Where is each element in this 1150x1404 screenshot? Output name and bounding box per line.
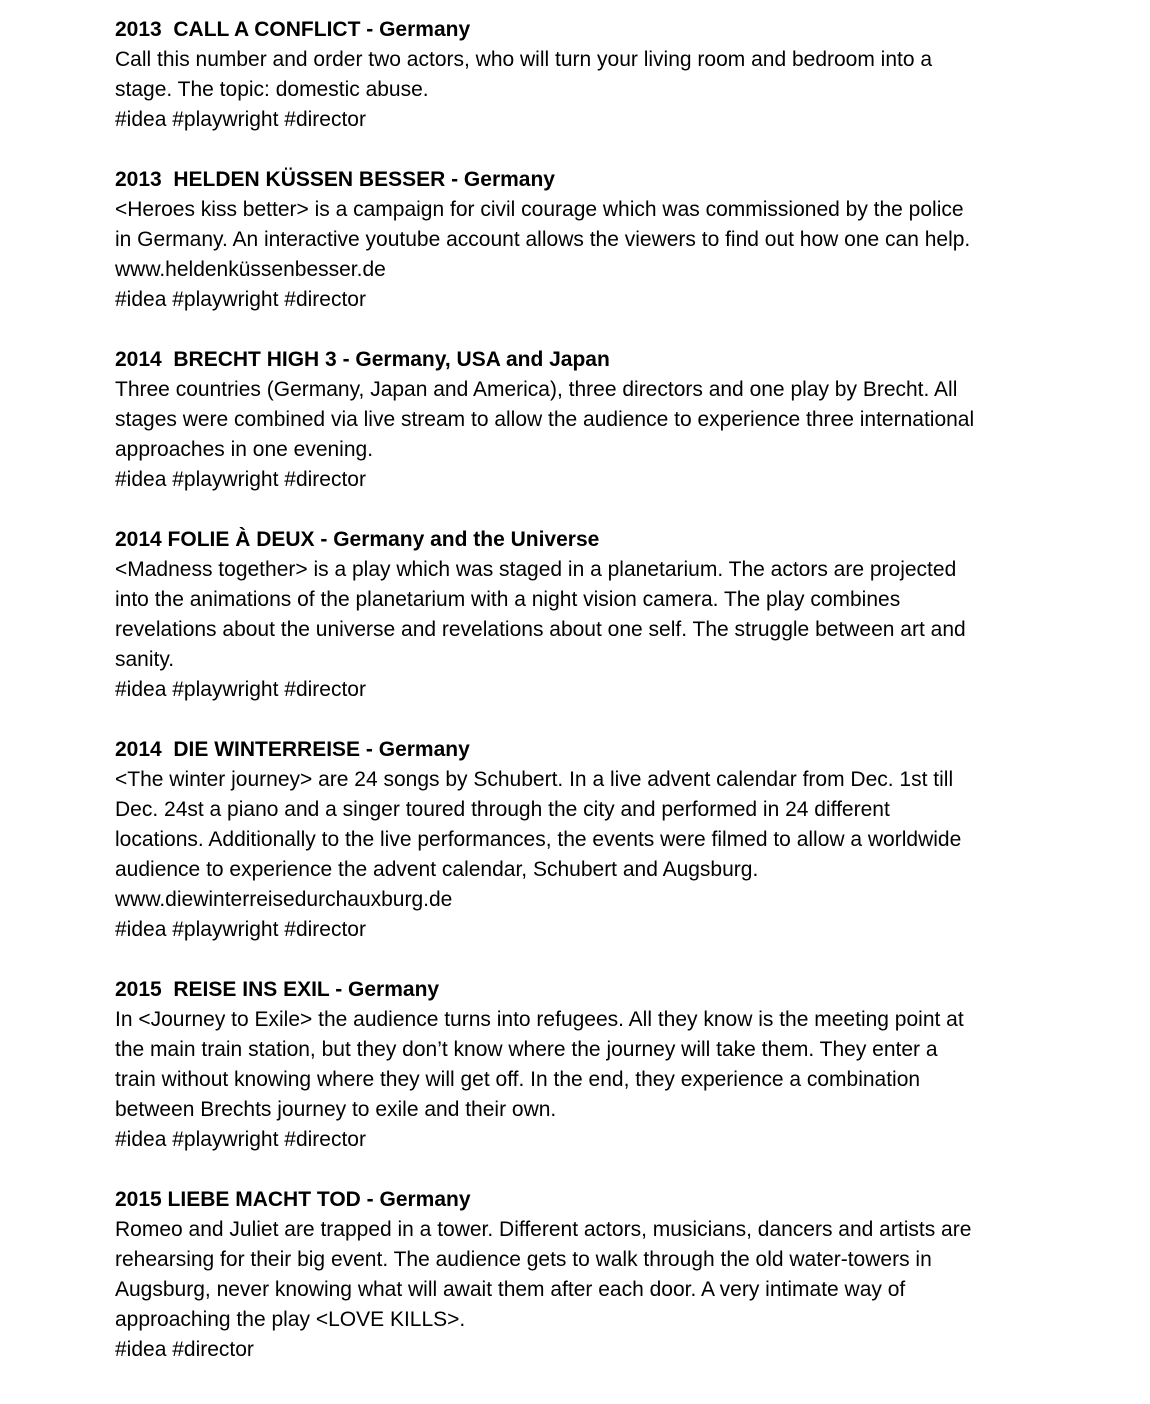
tags-line: #idea #playwright #director: [115, 678, 366, 701]
description-line: Romeo and Juliet are trapped in a tower. Different actors, musicians, dancers and artists are: [115, 1218, 972, 1241]
project-heading: 2014 BRECHT HIGH 3 - Germany, USA and Japan: [115, 348, 610, 371]
description-line: stage. The topic: domestic abuse.: [115, 78, 429, 101]
description-line: train without knowing where they will get off. In the end, they experience a combination: [115, 1068, 921, 1091]
tags-line: #idea #director: [115, 1338, 254, 1361]
project-entry-die-winterreise: [115, 735, 1030, 945]
description-line: rehearsing for their big event. The audience gets to walk through the old water-towers in: [115, 1248, 932, 1271]
description-line: stages were combined via live stream to allow the audience to experience three international: [115, 408, 975, 431]
description-line: audience to experience the advent calendar, Schubert and Augsburg.: [115, 858, 759, 881]
description-line: <Heroes kiss better> is a campaign for civil courage which was commissioned by the police: [115, 198, 964, 221]
tags-line: #idea #playwright #director: [115, 108, 366, 131]
description-line: <Madness together> is a play which was staged in a planetarium. The actors are projected: [115, 558, 957, 581]
description-line: <The winter journey> are 24 songs by Schubert. In a live advent calendar from Dec. 1st till: [115, 768, 954, 791]
project-heading: 2013 HELDEN KÜSSEN BESSER - Germany: [115, 168, 555, 191]
description-line: between Brechts journey to exile and their own.: [115, 1098, 557, 1121]
description-line: into the animations of the planetarium with a night vision camera. The play combines: [115, 588, 901, 611]
project-heading: 2013 CALL A CONFLICT - Germany: [115, 18, 471, 41]
project-heading: 2014 DIE WINTERREISE - Germany: [115, 738, 470, 761]
description-line: approaching the play <LOVE KILLS>.: [115, 1308, 466, 1331]
project-heading: 2015 REISE INS EXIL - Germany: [115, 978, 440, 1001]
description-line: Call this number and order two actors, who will turn your living room and bedroom into a: [115, 48, 933, 71]
description-line: revelations about the universe and revelations about one self. The struggle between art and: [115, 618, 966, 641]
project-entry-folie-a-deux: [115, 525, 1030, 705]
description-line: sanity.: [115, 648, 175, 671]
tags-line: #idea #playwright #director: [115, 1128, 366, 1151]
description-line: Dec. 24st a piano and a singer toured through the city and performed in 24 different: [115, 798, 890, 821]
description-line: locations. Additionally to the live performances, the events were filmed to allow a worldwide: [115, 828, 962, 851]
tags-line: #idea #playwright #director: [115, 918, 366, 941]
description-line: Three countries (Germany, Japan and America), three directors and one play by Brecht. All: [115, 378, 958, 401]
project-entry-liebe-macht-tod: [115, 1185, 1030, 1365]
project-heading: 2015 LIEBE MACHT TOD - Germany: [115, 1188, 471, 1211]
project-entry-brecht-high-3: [115, 345, 1030, 495]
description-line: In <Journey to Exile> the audience turns into refugees. All they know is the meeting point at: [115, 1008, 964, 1031]
website-line: www.diewinterreisedurchauxburg.de: [115, 888, 453, 911]
description-line: the main train station, but they don’t know where the journey will take them. They enter a: [115, 1038, 938, 1061]
tags-line: #idea #playwright #director: [115, 288, 366, 311]
project-entry-call-a-conflict: [115, 15, 1030, 135]
tags-line: #idea #playwright #director: [115, 468, 366, 491]
document-body: [115, 15, 1030, 1395]
website-line: www.heldenküssenbesser.de: [115, 258, 386, 281]
description-line: in Germany. An interactive youtube account allows the viewers to find out how one can help.: [115, 228, 971, 251]
project-heading: 2014 FOLIE À DEUX - Germany and the Universe: [115, 528, 600, 551]
description-line: Augsburg, never knowing what will await them after each door. A very intimate way of: [115, 1278, 906, 1301]
project-entry-helden-kuessen-besser: [115, 165, 1030, 315]
project-entry-reise-ins-exil: [115, 975, 1030, 1155]
description-line: approaches in one evening.: [115, 438, 374, 461]
